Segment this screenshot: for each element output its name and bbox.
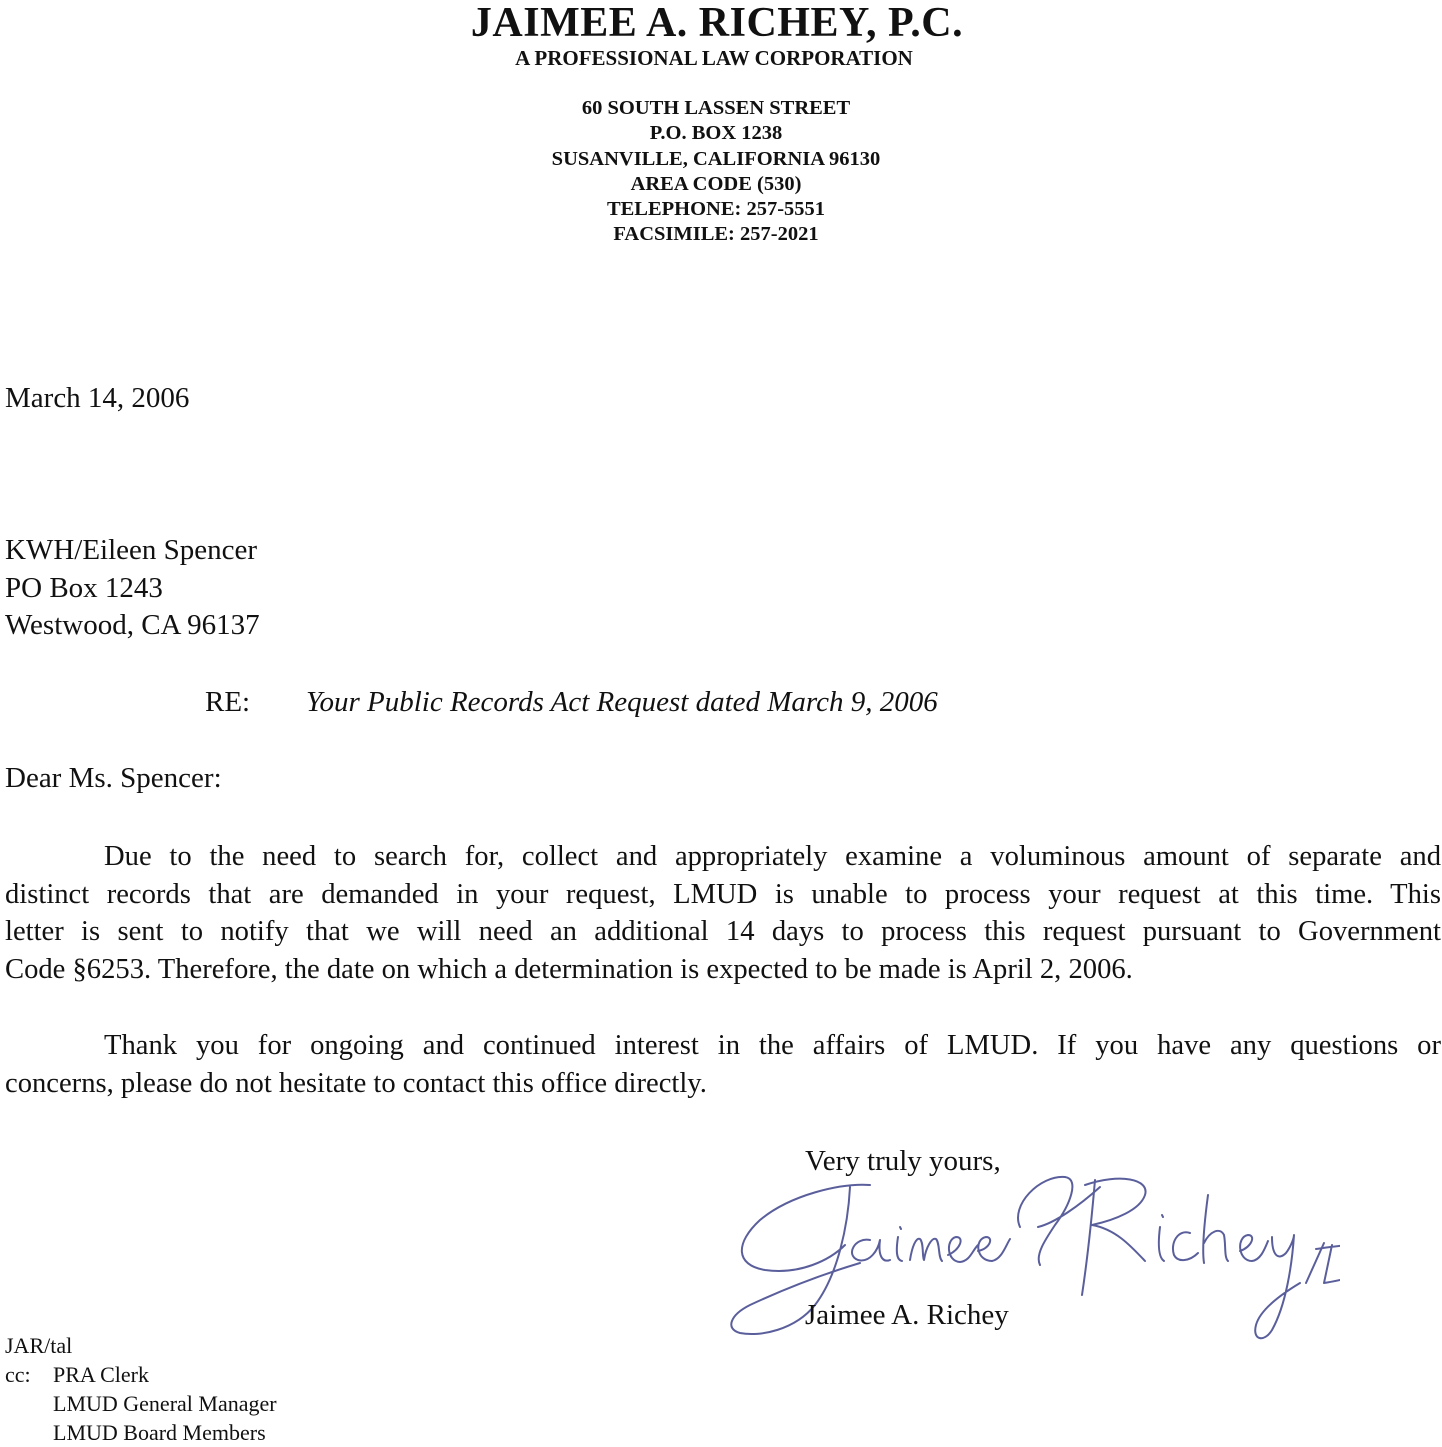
closing: Very truly yours, bbox=[805, 1145, 1001, 1177]
body-paragraph bbox=[5, 1027, 1441, 1102]
address-line: P.O. BOX 1238 bbox=[649, 122, 783, 145]
cc-label: cc: bbox=[5, 1362, 31, 1387]
paragraph-line: Code §6253. Therefore, the date on which a determination is expected to be made is April 2, 2006. bbox=[5, 954, 1133, 986]
re-label: RE: bbox=[205, 686, 251, 718]
recipient-line: PO Box 1243 bbox=[5, 571, 163, 604]
address-line: 60 SOUTH LASSEN STREET bbox=[581, 97, 851, 119]
address-line: SUSANVILLE, CALIFORNIA 96130 bbox=[551, 147, 881, 170]
recipient-line: KWH/Eileen Spencer bbox=[5, 534, 258, 566]
address-line: FACSIMILE: 257-2021 bbox=[613, 223, 819, 246]
address-line: AREA CODE (530) bbox=[630, 172, 802, 195]
paragraph-line: Thank you for ongoing and continued interest in the affairs of LMUD. If you have any questions or bbox=[104, 1030, 1441, 1061]
signer-name: Jaimee A. Richey bbox=[805, 1299, 1009, 1331]
recipient-line: Westwood, CA 96137 bbox=[5, 609, 260, 641]
cc-recipient: LMUD Board Members bbox=[53, 1420, 266, 1445]
cc-list bbox=[53, 1360, 277, 1447]
firm-name: JAIMEE A. RICHEY, P.C. bbox=[470, 0, 964, 46]
cc-recipient: LMUD General Manager bbox=[53, 1391, 277, 1416]
letter-date: March 14, 2006 bbox=[5, 382, 190, 414]
paragraph-line: Due to the need to search for, collect and appropriately examine a voluminous amount of separate and bbox=[104, 841, 1441, 872]
firm-type: A PROFESSIONAL LAW CORPORATION bbox=[515, 46, 913, 70]
cc-recipient: PRA Clerk bbox=[53, 1362, 149, 1387]
address-line: TELEPHONE: 257-5551 bbox=[606, 198, 826, 221]
paragraph-line: letter is sent to notify that we will need an additional 14 days to process this request pursuant to Government bbox=[5, 916, 1441, 948]
salutation: Dear Ms. Spencer: bbox=[5, 762, 222, 794]
paragraph-line: distinct records that are demanded in your request, LMUD is unable to process your request at this time. This bbox=[5, 878, 1441, 910]
body-paragraph bbox=[5, 838, 1441, 989]
re-subject: Your Public Records Act Request dated March 9, 2006 bbox=[306, 686, 938, 718]
paragraph-line: concerns, please do not hesitate to contact this office directly. bbox=[5, 1067, 707, 1099]
typist-initials: JAR/tal bbox=[5, 1333, 73, 1358]
recipient-block bbox=[5, 532, 260, 645]
firm-address bbox=[0, 96, 1432, 248]
